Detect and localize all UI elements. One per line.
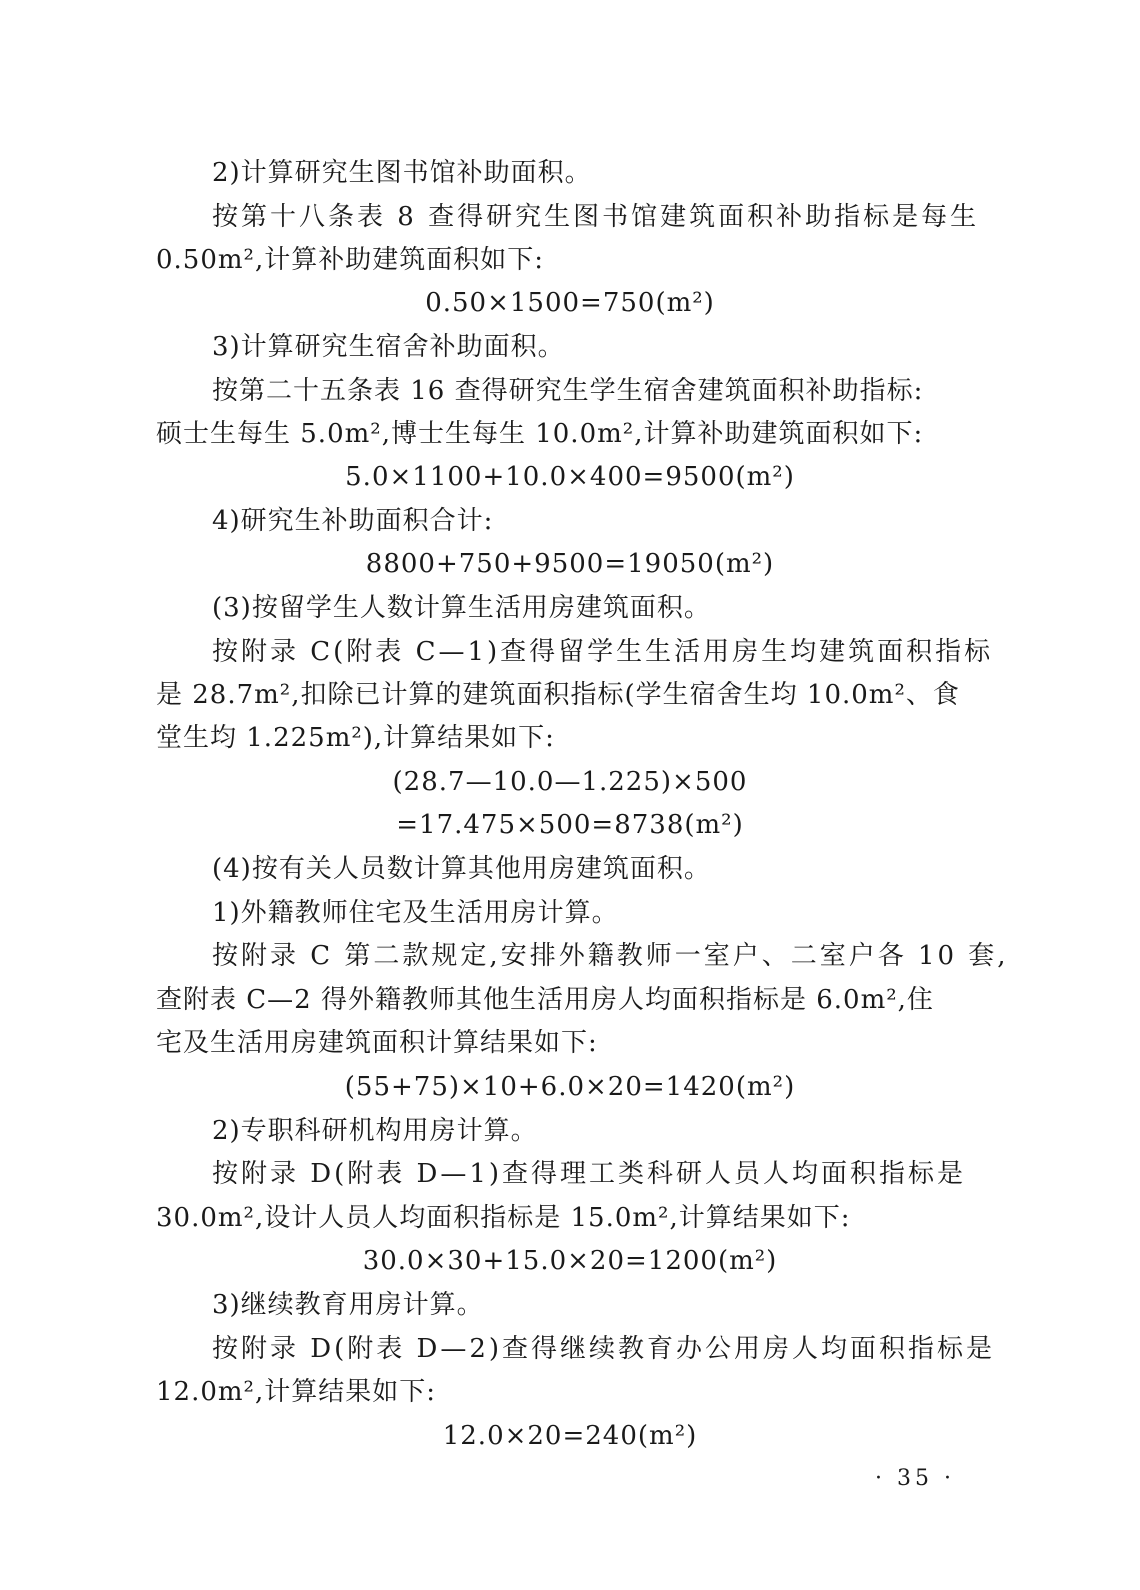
text-line: 硕士生每生 5.0m²,博士生每生 10.0m²,计算补助建筑面积如下: xyxy=(156,419,924,449)
step-dormitory-heading: 3)计算研究生宿舍补助面积。 xyxy=(212,332,565,362)
text-line: 按附录 C(附表 C—1)查得留学生生活用房生均建筑面积指标 xyxy=(212,637,994,667)
formula-dormitory: 5.0×1100+10.0×400=9500(m²) xyxy=(345,462,795,492)
formula-foreign-students-2: =17.475×500=8738(m²) xyxy=(396,810,744,840)
step-continuing-education-heading: 3)继续教育用房计算。 xyxy=(212,1290,484,1320)
step-foreign-teachers-heading: 1)外籍教师住宅及生活用房计算。 xyxy=(212,898,619,928)
text-line: 按第十八条表 8 查得研究生图书馆建筑面积补助指标是每生 xyxy=(212,202,980,232)
text-line: 按附录 D(附表 D—2)查得继续教育办公用房人均面积指标是 xyxy=(212,1334,996,1364)
formula-research: 30.0×30+15.0×20=1200(m²) xyxy=(362,1246,778,1276)
step-library-heading: 2)计算研究生图书馆补助面积。 xyxy=(212,158,592,188)
text-line: 按第二十五条表 16 查得研究生学生宿舍建筑面积补助指标: xyxy=(212,376,924,406)
text-line: 查附表 C—2 得外籍教师其他生活用房人均面积指标是 6.0m²,住 xyxy=(156,985,934,1015)
text-line: 宅及生活用房建筑面积计算结果如下: xyxy=(156,1028,598,1058)
formula-total: 8800+750+9500=19050(m²) xyxy=(365,549,775,579)
formula-foreign-teachers: (55+75)×10+6.0×20=1420(m²) xyxy=(344,1072,796,1102)
text-line: 30.0m²,设计人员人均面积指标是 15.0m²,计算结果如下: xyxy=(156,1203,851,1233)
text-line: 按附录 C 第二款规定,安排外籍教师一室户、二室户各 10 套, xyxy=(212,941,1009,971)
text-line: 12.0m²,计算结果如下: xyxy=(156,1377,436,1407)
section-other-rooms-heading: (4)按有关人员数计算其他用房建筑面积。 xyxy=(212,854,711,884)
formula-foreign-students-1: (28.7—10.0—1.225)×500 xyxy=(392,767,748,797)
formula-library: 0.50×1500=750(m²) xyxy=(425,288,715,318)
text-line: 0.50m²,计算补助建筑面积如下: xyxy=(156,245,544,275)
page-number: · 35 · xyxy=(875,1466,955,1491)
step-total-heading: 4)研究生补助面积合计: xyxy=(212,506,494,536)
section-foreign-students-heading: (3)按留学生人数计算生活用房建筑面积。 xyxy=(212,593,711,623)
text-line: 堂生均 1.225m²),计算结果如下: xyxy=(156,723,555,753)
text-line: 是 28.7m²,扣除已计算的建筑面积指标(学生宿舍生均 10.0m²、食 xyxy=(156,680,960,710)
formula-continuing-education: 12.0×20=240(m²) xyxy=(442,1421,698,1451)
step-research-heading: 2)专职科研机构用房计算。 xyxy=(212,1116,538,1146)
text-line: 按附录 D(附表 D—1)查得理工类科研人员人均面积指标是 xyxy=(212,1159,967,1189)
